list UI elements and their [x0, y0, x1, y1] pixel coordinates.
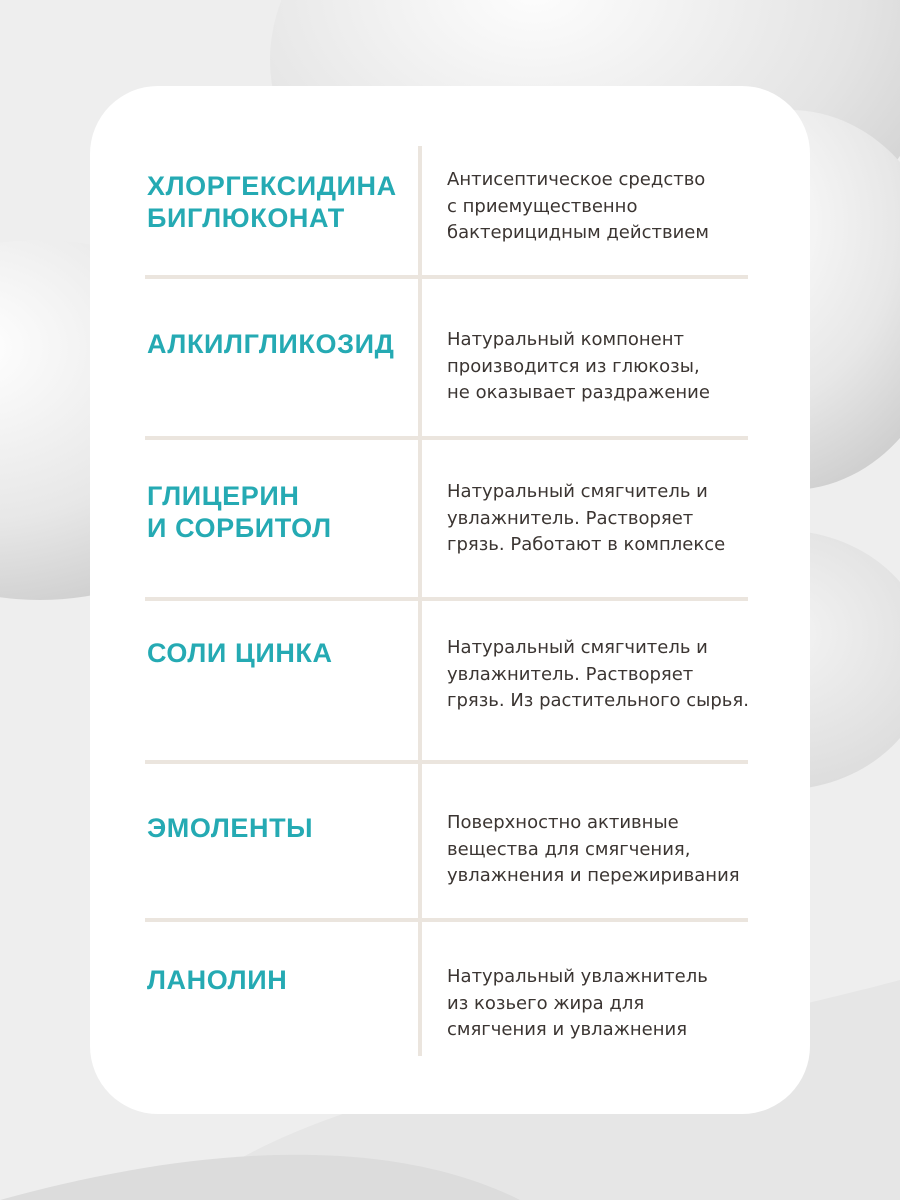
row-divider	[145, 760, 748, 764]
ingredient-description: Натуральный компонент производится из глюкозы, не оказывает раздражение	[447, 329, 710, 403]
ingredient-name: ХЛОРГЕКСИДИНА БИГЛЮКОНАТ	[147, 171, 397, 233]
ingredient-description: Поверхностно активные вещества для смягчения, увлажнения и пережиривания	[447, 812, 740, 886]
ingredient-description: Натуральный увлажнитель из козьего жира для смягчения и увлажнения	[447, 966, 708, 1040]
row-divider	[145, 597, 748, 601]
row-divider	[145, 918, 748, 922]
ingredients-card	[90, 86, 810, 1114]
ingredient-name: ЭМОЛЕНТЫ	[147, 813, 314, 843]
row-divider	[145, 275, 748, 279]
ingredient-description: Натуральный смягчитель и увлажнитель. Растворяет грязь. Из растительного сырья.	[447, 637, 749, 711]
ingredient-name: ГЛИЦЕРИН И СОРБИТОЛ	[147, 481, 332, 543]
ingredient-description: Натуральный смягчитель и увлажнитель. Растворяет грязь. Работают в комплексе	[447, 481, 726, 555]
row-divider	[145, 436, 748, 440]
ingredient-name: ЛАНОЛИН	[147, 965, 288, 995]
ingredient-name: АЛКИЛГЛИКОЗИД	[147, 329, 395, 359]
ingredient-name: СОЛИ ЦИНКА	[147, 638, 333, 668]
ingredient-description: Антисептическое средство с приемущественно бактерицидным действием	[447, 169, 709, 243]
